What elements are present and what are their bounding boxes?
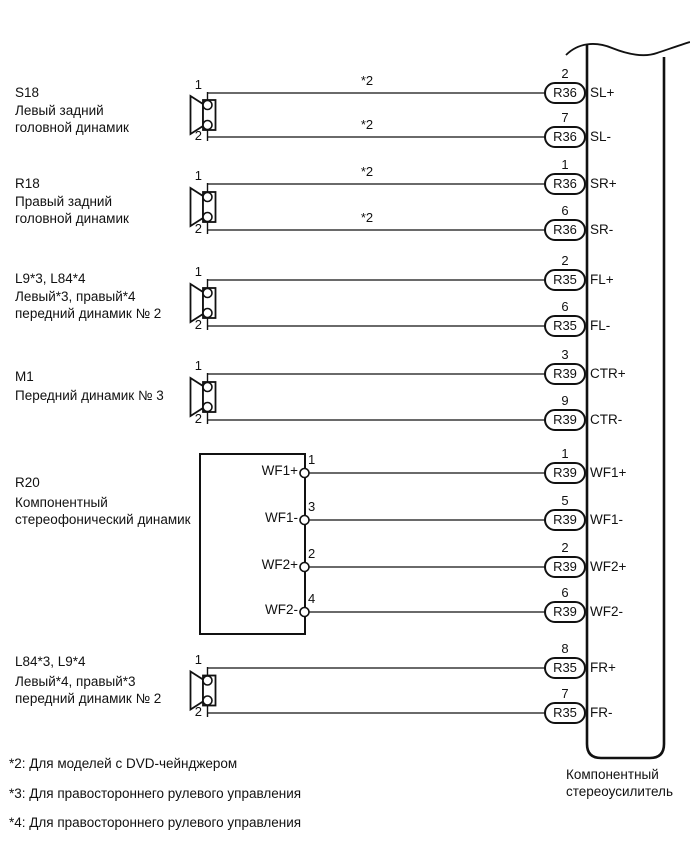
speaker-pin-number: 2 <box>194 221 202 236</box>
box-terminal-label: WF2- <box>265 602 298 617</box>
wire-note: *2 <box>360 164 374 179</box>
box-pin-number: 1 <box>308 452 316 467</box>
box-pin-number: 4 <box>308 591 316 606</box>
box-terminal-label: WF1+ <box>261 463 298 478</box>
signal-label: CTR+ <box>590 366 626 381</box>
amp-pin-number: 8 <box>561 641 569 656</box>
amp-pin-number: 2 <box>561 66 569 81</box>
speaker-pin-number: 1 <box>194 77 202 92</box>
amp-pin-number: 7 <box>561 686 569 701</box>
amp-pin-number: 7 <box>561 110 569 125</box>
footnote: *3: Для правостороннего рулевого управления <box>9 786 302 801</box>
connector-badge: R39 <box>544 601 586 623</box>
speaker-pin-number: 1 <box>194 358 202 373</box>
signal-label: WF2+ <box>590 559 627 574</box>
footnote: *4: Для правостороннего рулевого управления <box>9 815 302 830</box>
connector-badge: R39 <box>544 409 586 431</box>
connector-badge: R35 <box>544 702 586 724</box>
speaker-desc: Правый задний <box>15 194 112 209</box>
speaker-pin-number: 2 <box>194 128 202 143</box>
signal-label: FR+ <box>590 660 616 675</box>
signal-label: SR- <box>590 222 614 237</box>
connector-badge: R36 <box>544 126 586 148</box>
connector-badge: R36 <box>544 82 586 104</box>
wire-note: *2 <box>360 210 374 225</box>
box-terminal-label: WF1- <box>265 510 298 525</box>
speaker-desc: Передний динамик № 3 <box>15 388 164 403</box>
amp-pin-number: 2 <box>561 540 569 555</box>
signal-label: FL- <box>590 318 611 333</box>
footnote: *2: Для моделей с DVD-чейнджером <box>9 756 238 771</box>
amp-pin-number: 2 <box>561 253 569 268</box>
speaker-pin-number: 2 <box>194 704 202 719</box>
connector-badge: R35 <box>544 657 586 679</box>
box-pin-number: 3 <box>308 499 316 514</box>
amp-pin-number: 1 <box>561 157 569 172</box>
speaker-code: M1 <box>15 369 34 384</box>
amp-pin-number: 3 <box>561 347 569 362</box>
speaker-desc: передний динамик № 2 <box>15 306 162 321</box>
connector-badge: R35 <box>544 269 586 291</box>
connector-badge: R36 <box>544 219 586 241</box>
amp-pin-number: 1 <box>561 446 569 461</box>
signal-label: WF1- <box>590 512 623 527</box>
speaker-code: L84*3, L9*4 <box>15 654 86 669</box>
speaker-pin-number: 1 <box>194 168 202 183</box>
speaker-desc: Компонентный <box>15 495 108 510</box>
speaker-desc: головной динамик <box>15 120 129 135</box>
torn-edge-wave <box>566 42 690 55</box>
signal-label: FR- <box>590 705 613 720</box>
speaker-pin-number: 1 <box>194 652 202 667</box>
signal-label: WF2- <box>590 604 623 619</box>
speaker-pin-number: 2 <box>194 411 202 426</box>
speaker-code: R18 <box>15 176 40 191</box>
speaker-code: R20 <box>15 475 40 490</box>
speaker-desc: передний динамик № 2 <box>15 691 162 706</box>
speaker-desc: стереофонический динамик <box>15 512 191 527</box>
connector-badge: R36 <box>544 173 586 195</box>
connector-badge: R39 <box>544 556 586 578</box>
speaker-desc: головной динамик <box>15 211 129 226</box>
speaker-desc: Левый*4, правый*3 <box>15 674 136 689</box>
amp-pin-number: 6 <box>561 203 569 218</box>
amplifier-caption: стереоусилитель <box>566 784 673 799</box>
box-terminal-label: WF2+ <box>261 557 298 572</box>
speaker-pin-number: 1 <box>194 264 202 279</box>
signal-label: WF1+ <box>590 465 627 480</box>
speaker-code: L9*3, L84*4 <box>15 271 86 286</box>
speaker-desc: Левый задний <box>15 103 104 118</box>
connector-badge: R39 <box>544 509 586 531</box>
connector-badge: R39 <box>544 363 586 385</box>
speaker-desc: Левый*3, правый*4 <box>15 289 136 304</box>
connector-badge: R35 <box>544 315 586 337</box>
signal-label: SR+ <box>590 176 617 191</box>
box-pin-number: 2 <box>308 546 316 561</box>
speaker-code: S18 <box>15 85 40 100</box>
signal-label: SL+ <box>590 85 615 100</box>
amp-pin-number: 5 <box>561 493 569 508</box>
signal-label: SL- <box>590 129 612 144</box>
amp-pin-number: 6 <box>561 585 569 600</box>
signal-label: CTR- <box>590 412 623 427</box>
amplifier-caption: Компонентный <box>566 767 659 782</box>
speaker-pin-number: 2 <box>194 317 202 332</box>
amp-pin-number: 6 <box>561 299 569 314</box>
signal-label: FL+ <box>590 272 614 287</box>
connector-badge: R39 <box>544 462 586 484</box>
wire-note: *2 <box>360 117 374 132</box>
amp-pin-number: 9 <box>561 393 569 408</box>
wire-note: *2 <box>360 73 374 88</box>
